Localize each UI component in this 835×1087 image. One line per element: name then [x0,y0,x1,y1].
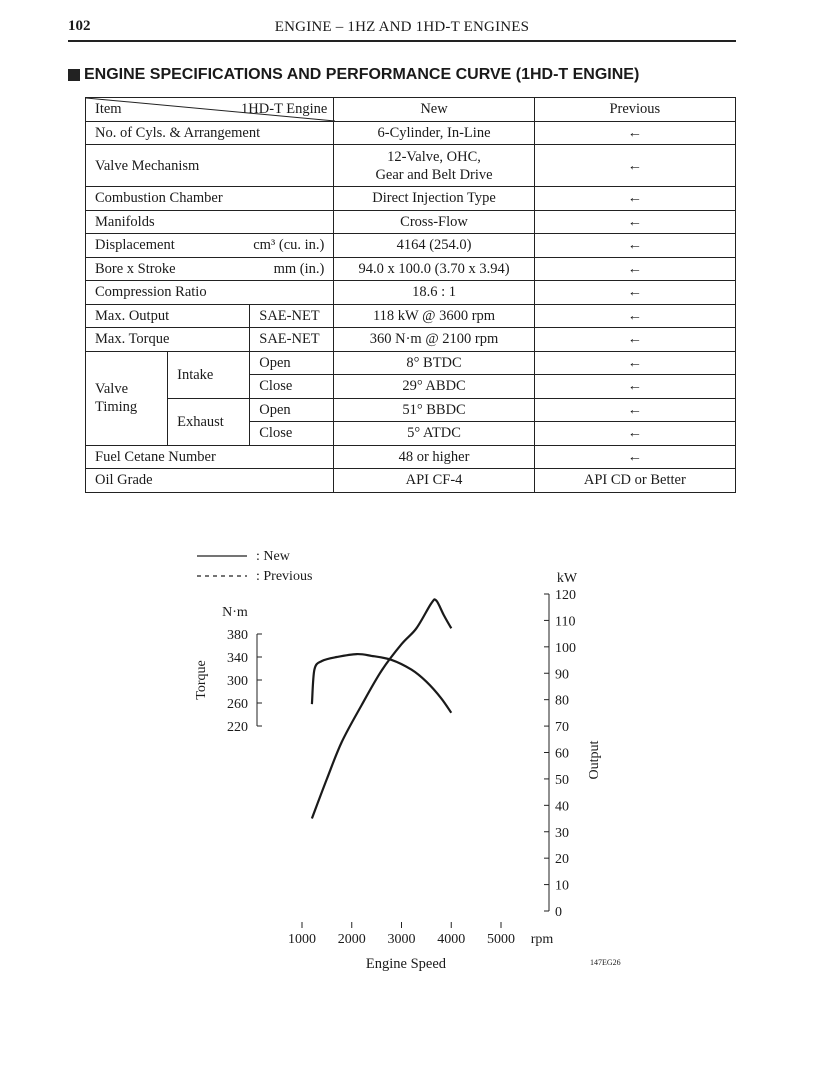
row-new: 29° ABDC [334,375,534,399]
exhaust-label: Exhaust [168,398,250,445]
x-axis-title: Engine Speed [365,956,447,972]
x-axis-unit: rpm [530,932,554,947]
row-label-text: Bore x Stroke [95,260,176,277]
header-new: New [334,98,534,122]
row-standard: SAE-NET [250,328,334,352]
valve-timing-line1: Valve [95,381,129,397]
row-label-text: Displacement [95,237,175,254]
output-tick-label: 70 [555,720,569,736]
torque-tick-label: 340 [227,651,248,666]
torque-tick-label: 300 [227,674,248,689]
valve-timing-line2: Timing [95,399,138,415]
torque-new-curve [312,654,451,713]
row-label: Max. Torque [86,328,250,352]
row-previous: ← [534,257,735,281]
row-previous: ← [534,351,735,375]
row-label: Max. Output [86,304,250,328]
output-tick-label: 40 [555,799,569,815]
torque-axis-title: Torque [194,660,209,700]
row-previous: ← [534,210,735,234]
row-label: Oil Grade [86,469,334,493]
row-previous: ← [534,445,735,469]
figure-code: 147EG26 [590,958,621,967]
row-previous: ← [534,375,735,399]
torque-tick-label: 260 [227,697,248,712]
output-tick-label: 80 [555,693,569,709]
running-title: ENGINE – 1HZ AND 1HD-T ENGINES [274,19,530,35]
row-previous: ← [534,398,735,422]
row-previous: ← [534,328,735,352]
row-previous: ← [534,304,735,328]
row-new-line2: Gear and Belt Drive [375,166,493,183]
header-item: Item [95,100,122,117]
row-label: Combustion Chamber [86,187,334,211]
row-new: Direct Injection Type [334,187,534,211]
row-unit: mm (in.) [273,260,325,277]
output-unit: kW [556,571,578,586]
row-previous: ← [534,121,735,145]
output-tick-label: 0 [555,905,562,920]
x-tick-label: 2000 [337,932,366,947]
row-new-line1: 12-Valve, OHC, [387,148,481,165]
row-label: No. of Cyls. & Arrangement [86,121,334,145]
row-label: Compression Ratio [86,281,334,305]
legend-new-label: : New [256,549,290,564]
output-tick-label: 30 [555,825,569,841]
row-new: 94.0 x 100.0 (3.70 x 3.94) [334,257,534,281]
output-tick-label: 90 [555,667,569,683]
row-new: 51° BBDC [334,398,534,422]
row-new: 118 kW @ 3600 rpm [334,304,534,328]
header-engine: 1HD-T Engine [241,101,328,117]
output-axis-title: Output [587,740,602,780]
output-tick-label: 60 [555,746,569,762]
row-label: Fuel Cetane Number [86,445,334,469]
output-tick-label: 120 [555,588,576,603]
row-new: 360 N·m @ 2100 rpm [334,328,534,352]
row-sublabel: Open [250,351,334,375]
row-new: 4164 (254.0) [334,234,534,258]
row-previous: ← [534,422,735,446]
output-tick-label: 20 [555,852,569,868]
torque-tick-label: 220 [227,720,248,735]
x-tick-label: 4000 [437,932,466,947]
x-tick-label: 5000 [487,932,515,947]
output-tick-label: 100 [555,640,576,656]
row-label: Manifolds [86,210,334,234]
row-sublabel: Close [250,422,334,446]
row-label: Valve Mechanism [86,145,334,187]
row-previous: ← [534,234,735,258]
row-standard: SAE-NET [250,304,334,328]
x-tick-label: 1000 [288,932,316,947]
intake-label: Intake [168,351,250,398]
row-previous: ← [534,281,735,305]
output-tick-label: 110 [555,614,576,630]
row-sublabel: Open [250,398,334,422]
x-tick-label: 3000 [387,932,416,947]
row-unit: cm³ (cu. in.) [253,237,325,254]
row-previous: ← [534,145,735,187]
header-previous: Previous [534,98,735,122]
row-new: API CF-4 [334,469,534,493]
row-new: 8° BTDC [334,351,534,375]
row-new: Cross-Flow [334,210,534,234]
legend-previous-label: : Previous [256,569,313,584]
row-new: 5° ATDC [334,422,534,446]
row-new: 48 or higher [334,445,534,469]
section-title-text: ENGINE SPECIFICATIONS AND PERFORMANCE CURVE (1HD-T ENGINE) [84,66,640,83]
output-tick-label: 10 [555,878,569,894]
page-number: 102 [68,18,91,34]
torque-tick-label: 380 [227,628,248,643]
row-previous: ← [534,187,735,211]
output-tick-label: 50 [555,772,569,788]
row-new: 6-Cylinder, In-Line [334,121,534,145]
row-sublabel: Close [250,375,334,399]
torque-unit: N·m [222,605,248,620]
output-new-curve [312,599,451,818]
row-new: 18.6 : 1 [334,281,534,305]
row-previous: API CD or Better [534,469,735,493]
